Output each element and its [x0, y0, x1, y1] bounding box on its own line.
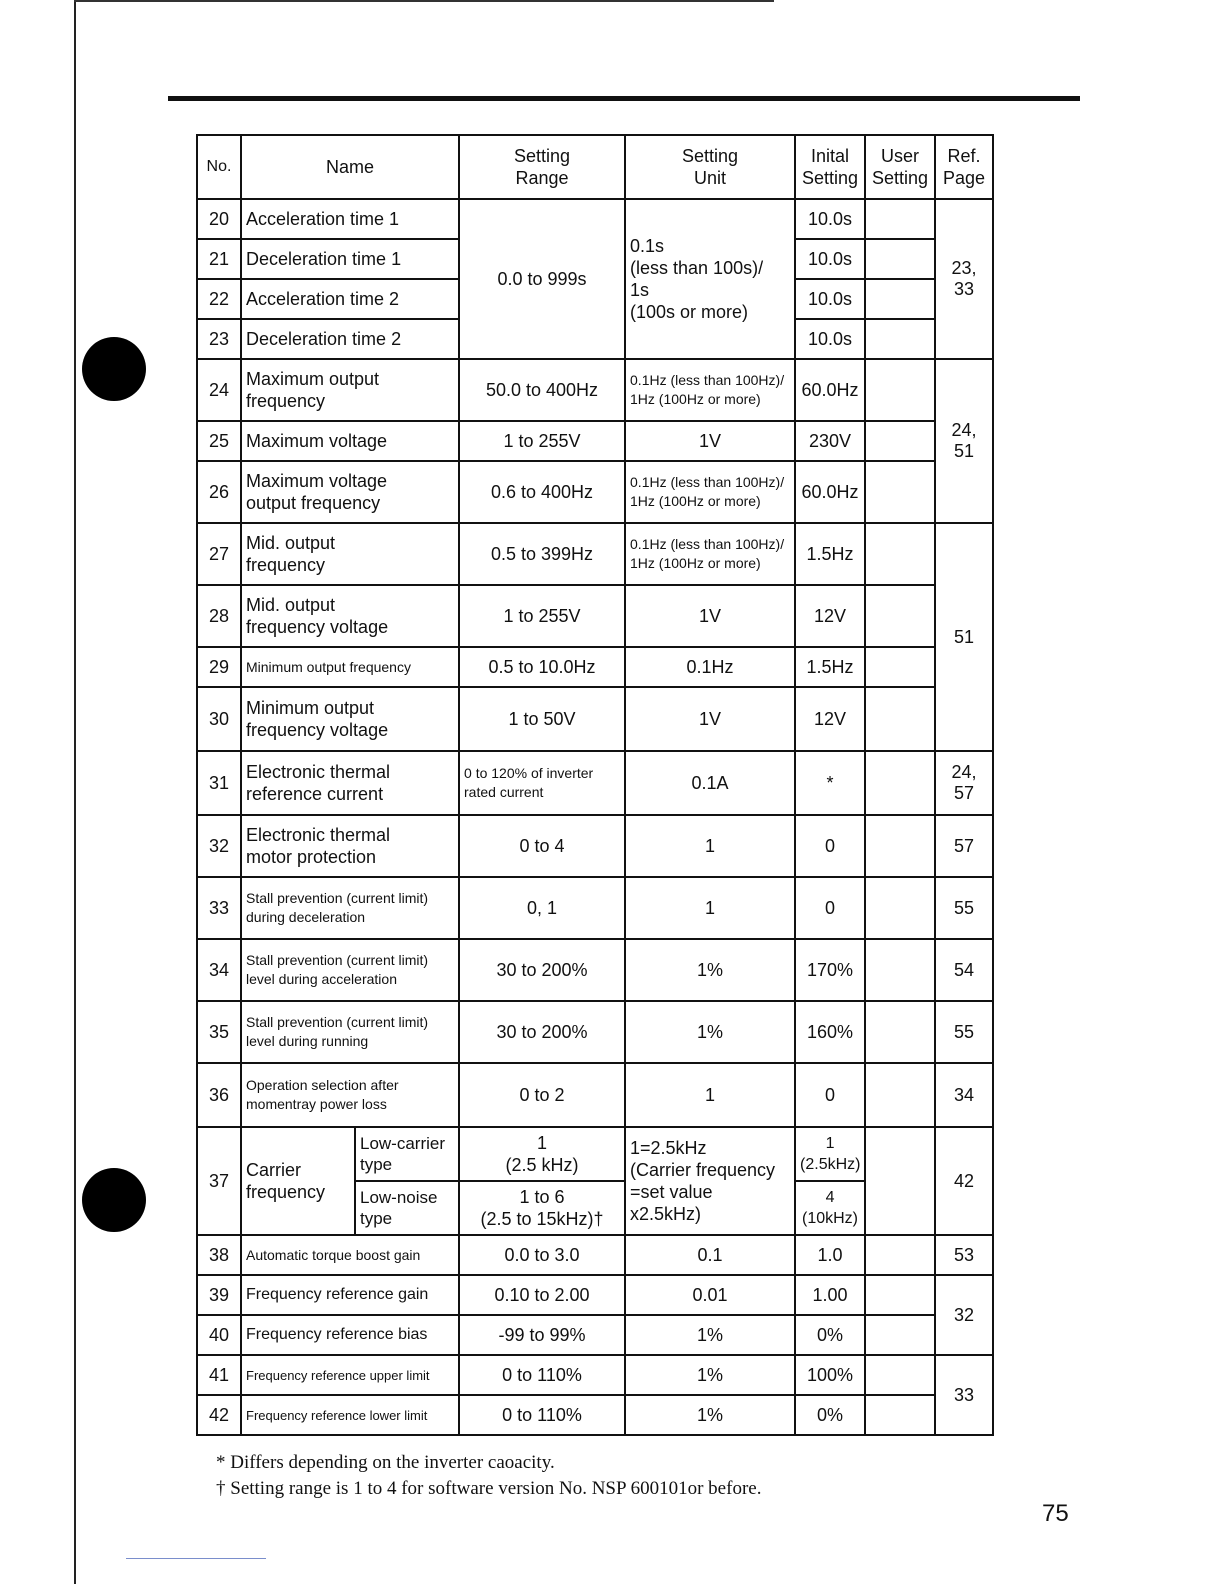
row-range: 0.5 to 399Hz	[459, 523, 625, 585]
row-no: 37	[197, 1127, 241, 1235]
table-row	[197, 751, 993, 815]
row-range: 1 to 6 (2.5 to 15kHz)†	[459, 1181, 625, 1235]
table-row	[197, 815, 993, 877]
row-no: 26	[197, 461, 241, 523]
header-no: No.	[197, 135, 241, 199]
table-row	[197, 199, 993, 239]
row-initial: *	[795, 751, 865, 815]
table-row	[197, 1001, 993, 1063]
row-initial: 160%	[795, 1001, 865, 1063]
row-unit: 0.1Hz (less than 100Hz)/ 1Hz (100Hz or more)	[625, 461, 795, 523]
row-range: 0 to 120% of inverter rated current	[459, 751, 625, 815]
row-unit: 0.1Hz (less than 100Hz)/ 1Hz (100Hz or more)	[625, 523, 795, 585]
row-ref-page: 54	[935, 939, 993, 1001]
row-initial: 12V	[795, 687, 865, 751]
row-initial: 0	[795, 815, 865, 877]
row-range: 0 to 110%	[459, 1395, 625, 1435]
row-name: Stall prevention (current limit) level during running	[241, 1001, 459, 1063]
row-ref-page: 24, 51	[935, 359, 993, 523]
row-no: 30	[197, 687, 241, 751]
row-subtype: Low-noise type	[355, 1181, 459, 1235]
row-user-setting	[865, 1235, 935, 1275]
row-user-setting	[865, 319, 935, 359]
table-row	[197, 523, 993, 585]
footnotes	[216, 1450, 761, 1502]
row-ref-page: 55	[935, 1001, 993, 1063]
row-user-setting	[865, 1001, 935, 1063]
row-initial: 10.0s	[795, 319, 865, 359]
row-range: 30 to 200%	[459, 1001, 625, 1063]
row-no: 36	[197, 1063, 241, 1127]
row-ref-page: 42	[935, 1127, 993, 1235]
row-initial: 1.5Hz	[795, 523, 865, 585]
row-user-setting	[865, 815, 935, 877]
parameter-table	[196, 134, 994, 1436]
table-row	[197, 877, 993, 939]
row-name: Frequency reference upper limit	[241, 1355, 459, 1395]
row-range: 0 to 2	[459, 1063, 625, 1127]
row-initial: 10.0s	[795, 239, 865, 279]
row-ref-page: 33	[935, 1355, 993, 1435]
row-unit: 1%	[625, 1395, 795, 1435]
table-header-row	[197, 135, 993, 199]
row-user-setting	[865, 1275, 935, 1315]
row-initial: 60.0Hz	[795, 359, 865, 421]
row-subtype: Low-carrier type	[355, 1127, 459, 1181]
row-no: 42	[197, 1395, 241, 1435]
row-user-setting	[865, 687, 935, 751]
row-user-setting	[865, 647, 935, 687]
row-ref-page: 57	[935, 815, 993, 877]
table-row	[197, 461, 993, 523]
row-no: 39	[197, 1275, 241, 1315]
row-unit: 1	[625, 1063, 795, 1127]
row-name: Minimum output frequency voltage	[241, 687, 459, 751]
header-setting-unit: Setting Unit	[625, 135, 795, 199]
row-initial: 10.0s	[795, 279, 865, 319]
row-name: Electronic thermal reference current	[241, 751, 459, 815]
row-ref-page: 32	[935, 1275, 993, 1355]
row-user-setting	[865, 199, 935, 239]
row-initial: 0	[795, 1063, 865, 1127]
row-user-setting	[865, 877, 935, 939]
row-no: 29	[197, 647, 241, 687]
row-range: 50.0 to 400Hz	[459, 359, 625, 421]
row-initial: 60.0Hz	[795, 461, 865, 523]
row-ref-page: 23, 33	[935, 199, 993, 359]
table-row	[197, 939, 993, 1001]
row-range: 0.6 to 400Hz	[459, 461, 625, 523]
row-unit: 0.1s (less than 100s)/ 1s (100s or more)	[625, 199, 795, 359]
row-range: 0 to 110%	[459, 1355, 625, 1395]
row-ref-page: 51	[935, 523, 993, 751]
table-row	[197, 359, 993, 421]
row-no: 41	[197, 1355, 241, 1395]
row-initial: 100%	[795, 1355, 865, 1395]
binder-hole-icon	[82, 337, 146, 401]
row-user-setting	[865, 421, 935, 461]
header-setting-range: Setting Range	[459, 135, 625, 199]
row-user-setting	[865, 239, 935, 279]
row-user-setting	[865, 1355, 935, 1395]
row-ref-page: 55	[935, 877, 993, 939]
row-no: 34	[197, 939, 241, 1001]
row-no: 27	[197, 523, 241, 585]
row-unit: 0.01	[625, 1275, 795, 1315]
table-row	[197, 421, 993, 461]
row-range: 0.0 to 999s	[459, 199, 625, 359]
row-range: 30 to 200%	[459, 939, 625, 1001]
row-name: Maximum voltage	[241, 421, 459, 461]
row-initial: 4 (10kHz)	[795, 1181, 865, 1235]
row-name: Acceleration time 1	[241, 199, 459, 239]
row-no: 40	[197, 1315, 241, 1355]
row-range: -99 to 99%	[459, 1315, 625, 1355]
row-no: 24	[197, 359, 241, 421]
row-name: Frequency reference lower limit	[241, 1395, 459, 1435]
row-range: 0.0 to 3.0	[459, 1235, 625, 1275]
row-name: Maximum voltage output frequency	[241, 461, 459, 523]
row-initial: 170%	[795, 939, 865, 1001]
table-row	[197, 1235, 993, 1275]
table-row	[197, 687, 993, 751]
table-row	[197, 1395, 993, 1435]
table-row	[197, 585, 993, 647]
row-unit: 1	[625, 877, 795, 939]
row-user-setting	[865, 939, 935, 1001]
row-name: Automatic torque boost gain	[241, 1235, 459, 1275]
row-unit: 1=2.5kHz (Carrier frequency =set value x2.5kHz)	[625, 1127, 795, 1235]
row-name: Deceleration time 1	[241, 239, 459, 279]
row-unit: 1%	[625, 1315, 795, 1355]
table-row	[197, 1275, 993, 1315]
row-name: Acceleration time 2	[241, 279, 459, 319]
row-name: Maximum output frequency	[241, 359, 459, 421]
row-user-setting	[865, 585, 935, 647]
row-initial: 0%	[795, 1315, 865, 1355]
row-name: Frequency reference gain	[241, 1275, 459, 1315]
bottom-line	[126, 1558, 266, 1559]
row-user-setting	[865, 523, 935, 585]
row-user-setting	[865, 1315, 935, 1355]
row-no: 28	[197, 585, 241, 647]
row-no: 32	[197, 815, 241, 877]
row-initial: 0%	[795, 1395, 865, 1435]
table-row	[197, 1355, 993, 1395]
row-initial: 1.00	[795, 1275, 865, 1315]
row-unit: 0.1Hz	[625, 647, 795, 687]
row-unit: 1V	[625, 585, 795, 647]
row-name: Mid. output frequency	[241, 523, 459, 585]
header-ref-page: Ref. Page	[935, 135, 993, 199]
row-range: 0.10 to 2.00	[459, 1275, 625, 1315]
row-unit: 1%	[625, 1355, 795, 1395]
row-no: 20	[197, 199, 241, 239]
page-top-edge	[74, 0, 774, 2]
row-initial: 1 (2.5kHz)	[795, 1127, 865, 1181]
table-row	[197, 647, 993, 687]
row-user-setting	[865, 461, 935, 523]
row-unit: 0.1A	[625, 751, 795, 815]
row-user-setting	[865, 279, 935, 319]
row-name: Stall prevention (current limit) level during acceleration	[241, 939, 459, 1001]
row-name: Deceleration time 2	[241, 319, 459, 359]
row-unit: 1V	[625, 421, 795, 461]
row-no: 35	[197, 1001, 241, 1063]
page-number: 75	[1042, 1500, 1069, 1527]
row-range: 1 (2.5 kHz)	[459, 1127, 625, 1181]
row-name: Mid. output frequency voltage	[241, 585, 459, 647]
row-no: 38	[197, 1235, 241, 1275]
header-initial-setting: Inital Setting	[795, 135, 865, 199]
footnote-dagger: † Setting range is 1 to 4 for software version No. NSP 600101or before.	[216, 1478, 762, 1499]
binder-hole-icon	[82, 1168, 146, 1232]
row-range: 0 to 4	[459, 815, 625, 877]
header-name: Name	[241, 135, 459, 199]
row-initial: 0	[795, 877, 865, 939]
row-user-setting	[865, 359, 935, 421]
row-user-setting	[865, 1063, 935, 1127]
row-user-setting	[865, 1127, 935, 1235]
row-range: 1 to 255V	[459, 421, 625, 461]
row-initial: 230V	[795, 421, 865, 461]
row-name: Minimum output frequency	[241, 647, 459, 687]
row-name: Operation selection after momentray power loss	[241, 1063, 459, 1127]
table-row	[197, 1063, 993, 1127]
table-row	[197, 1127, 993, 1181]
header-rule	[168, 96, 1080, 101]
table-row	[197, 1315, 993, 1355]
row-range: 0.5 to 10.0Hz	[459, 647, 625, 687]
row-ref-page: 24, 57	[935, 751, 993, 815]
row-no: 31	[197, 751, 241, 815]
row-range: 1 to 50V	[459, 687, 625, 751]
footnote-star: * Differs depending on the inverter caoacity.	[216, 1452, 555, 1473]
row-initial: 10.0s	[795, 199, 865, 239]
row-user-setting	[865, 751, 935, 815]
row-user-setting	[865, 1395, 935, 1435]
row-ref-page: 53	[935, 1235, 993, 1275]
row-unit: 1%	[625, 939, 795, 1001]
row-range: 0, 1	[459, 877, 625, 939]
row-initial: 12V	[795, 585, 865, 647]
row-name: Electronic thermal motor protection	[241, 815, 459, 877]
row-no: 21	[197, 239, 241, 279]
row-initial: 1.5Hz	[795, 647, 865, 687]
row-unit: 1	[625, 815, 795, 877]
row-range: 1 to 255V	[459, 585, 625, 647]
row-unit: 0.1Hz (less than 100Hz)/ 1Hz (100Hz or more)	[625, 359, 795, 421]
row-no: 25	[197, 421, 241, 461]
row-initial: 1.0	[795, 1235, 865, 1275]
row-no: 22	[197, 279, 241, 319]
row-no: 23	[197, 319, 241, 359]
row-name: Stall prevention (current limit) during deceleration	[241, 877, 459, 939]
row-ref-page: 34	[935, 1063, 993, 1127]
row-unit: 1%	[625, 1001, 795, 1063]
header-user-setting: User Setting	[865, 135, 935, 199]
row-name: Carrier frequency	[241, 1127, 355, 1235]
row-no: 33	[197, 877, 241, 939]
row-unit: 0.1	[625, 1235, 795, 1275]
page-left-edge	[74, 0, 76, 1584]
row-unit: 1V	[625, 687, 795, 751]
row-name: Frequency reference bias	[241, 1315, 459, 1355]
